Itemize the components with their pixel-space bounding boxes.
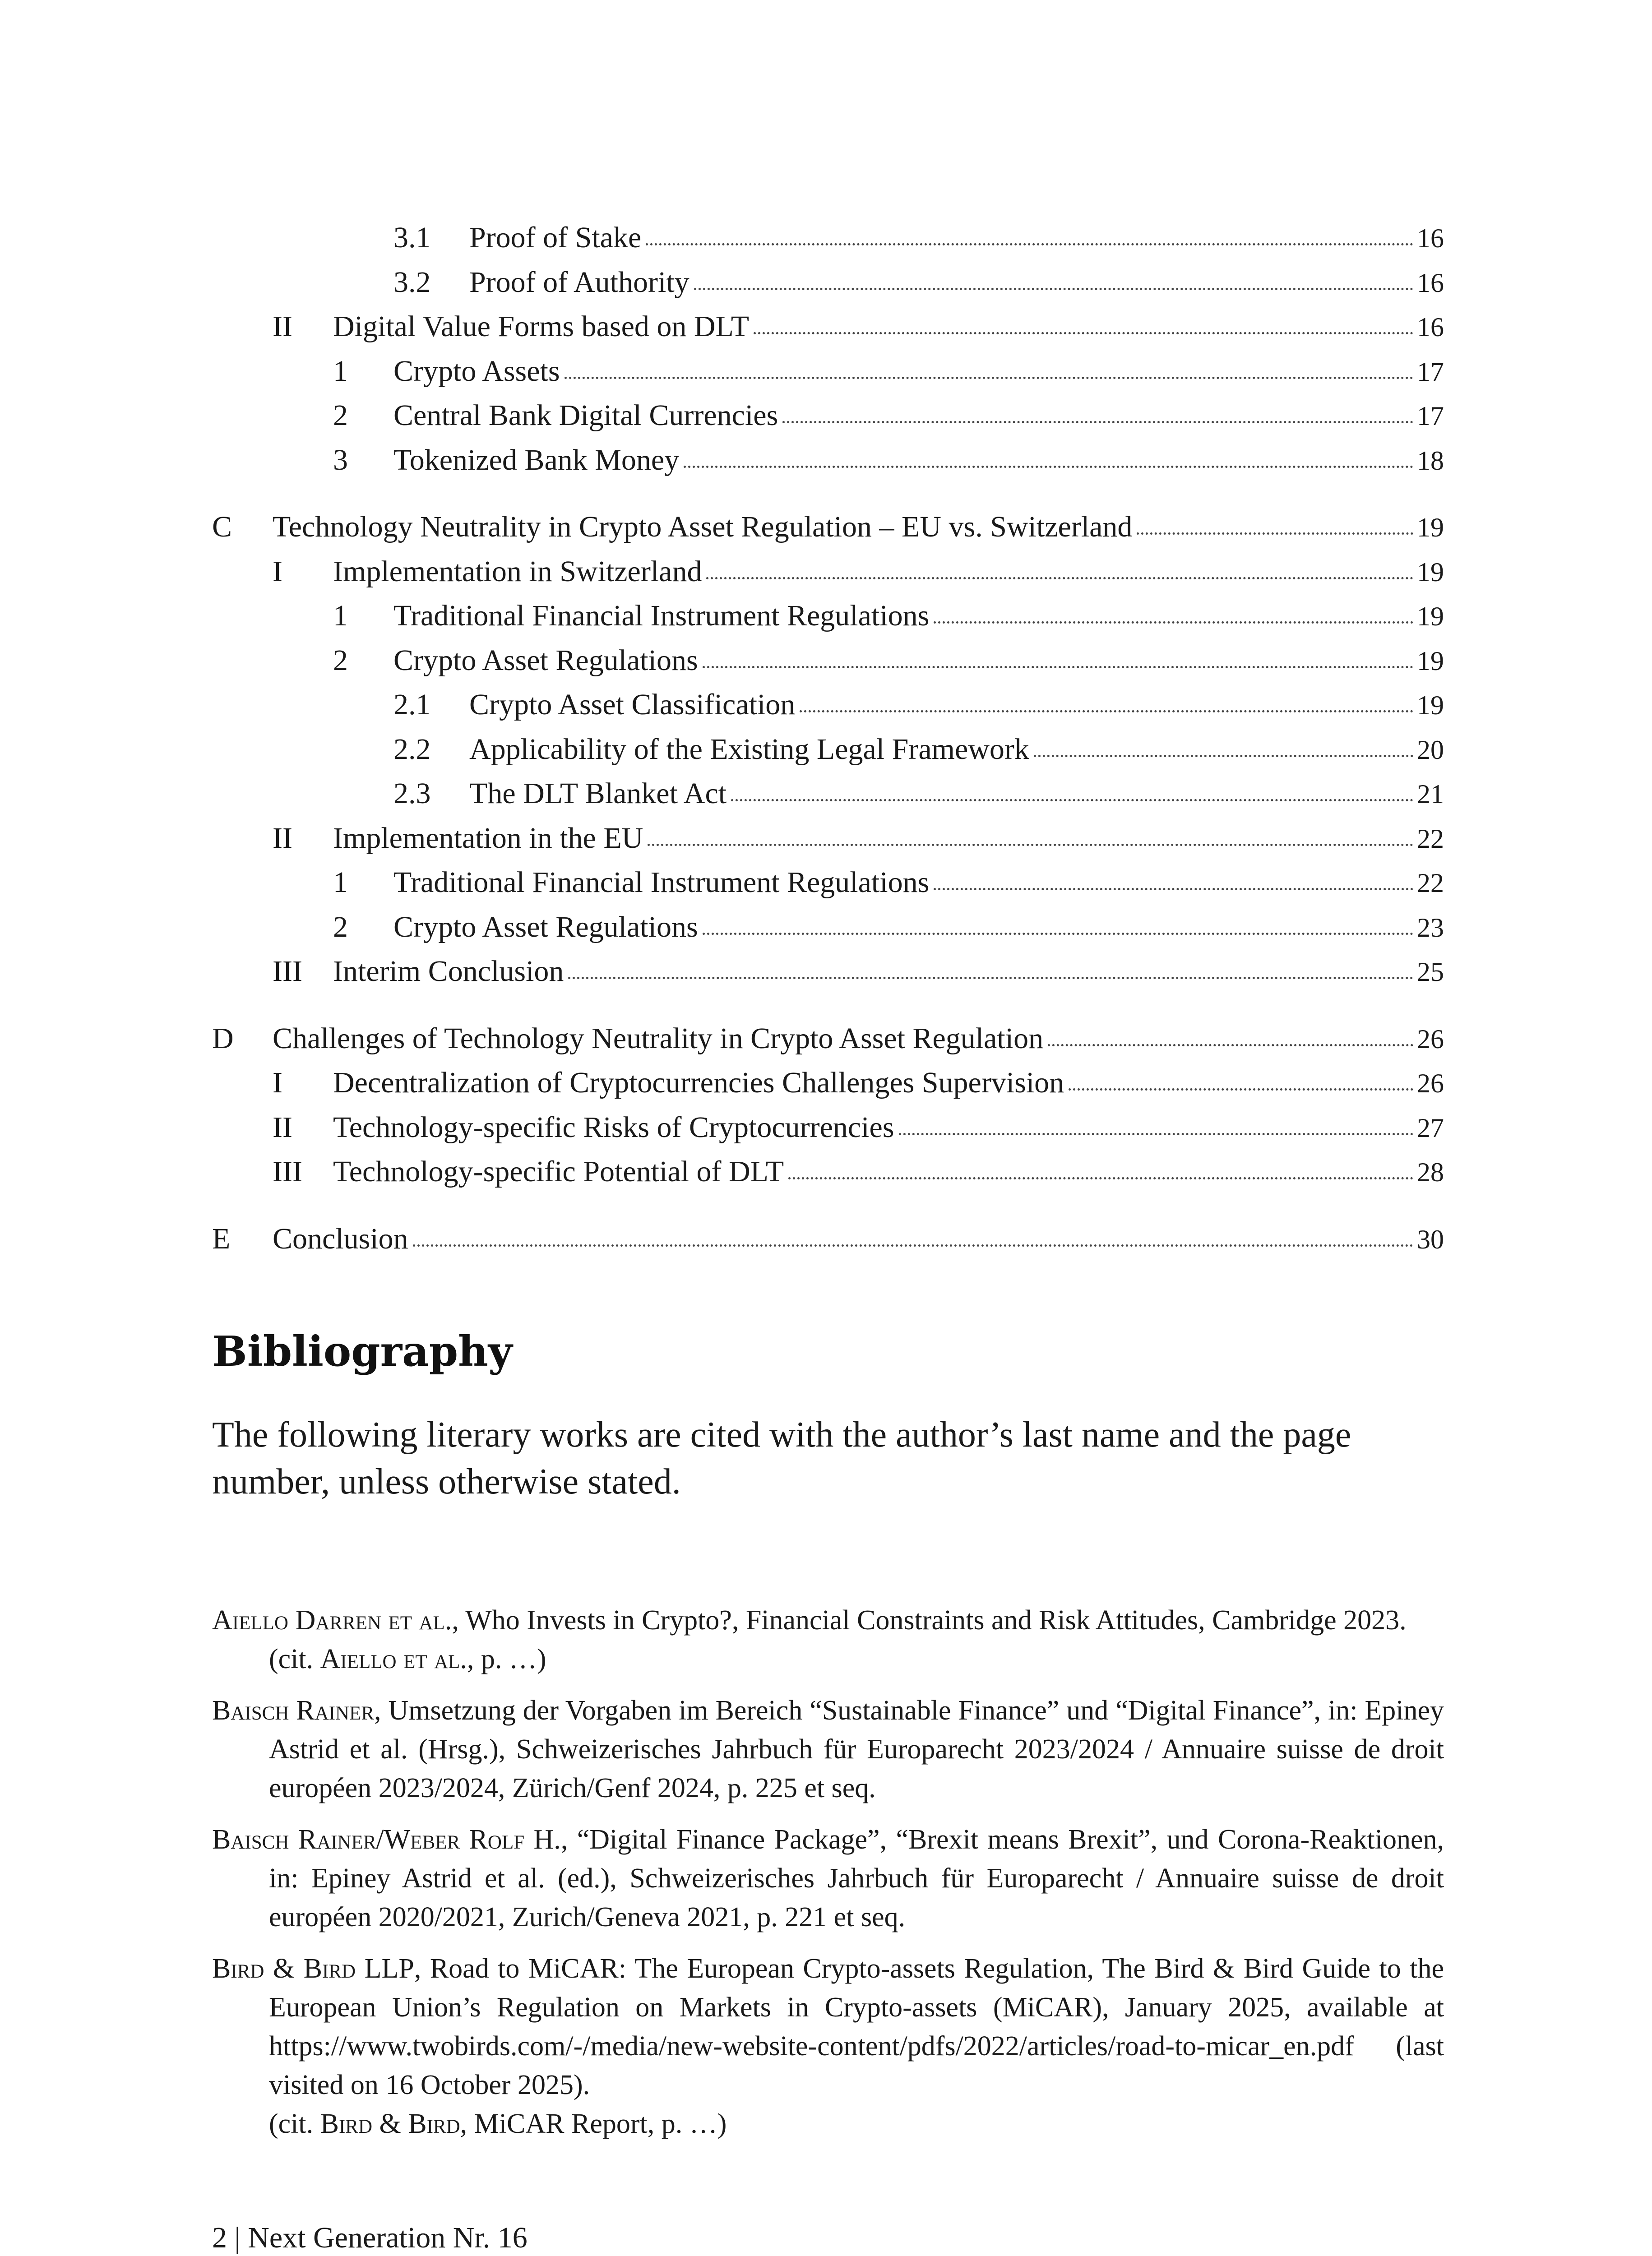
toc-entry — [212, 1061, 1444, 1105]
citation-author: Aiello et al. — [320, 1644, 467, 1674]
toc-entry-number: 1 — [333, 354, 348, 388]
toc-dot-leader — [1048, 1044, 1413, 1046]
toc-entry-number: C — [212, 510, 232, 543]
toc-entry-page: 30 — [1417, 1224, 1444, 1254]
toc-entry-title: Interim Conclusion — [333, 955, 564, 988]
bibliography-text: , Umsetzung der Vorgaben im Bereich “Sustainable Finance” und “Digital Finance”, in: Epiney Astrid et al. (Hrsg.), Schweizerisches Jahrbuch für Europarecht 2023/2024 / Annuaire suisse de droit européen 2023/2024, Zürich/Genf 2024, p. 225 et seq. — [269, 1695, 1444, 1803]
toc-entry-title: The DLT Blanket Act — [469, 777, 727, 810]
toc-entry-page: 26 — [1417, 1068, 1444, 1098]
toc-dot-leader — [934, 888, 1413, 890]
toc-entry-title: Digital Value Forms based on DLT — [333, 310, 750, 343]
toc-dot-leader — [788, 1177, 1413, 1179]
toc-dot-leader — [800, 710, 1413, 712]
toc-entry-page: 22 — [1417, 868, 1444, 898]
toc-dot-leader — [1137, 532, 1413, 535]
bibliography-citation-note — [269, 2104, 1444, 2143]
toc-entry-title: Technology Neutrality in Crypto Asset Regulation – EU vs. Switzerland — [273, 510, 1133, 543]
bibliography-entry — [212, 1691, 1444, 1808]
toc-entry-page: 19 — [1417, 646, 1444, 676]
toc-entry-title: Implementation in Switzerland — [333, 555, 702, 588]
toc-entry-number: 3.1 — [393, 221, 431, 254]
toc-entry — [212, 1105, 1444, 1150]
toc-dot-leader — [782, 421, 1413, 423]
toc-entry-title: Proof of Authority — [469, 265, 689, 299]
toc-entry-page: 16 — [1417, 268, 1444, 298]
toc-entry-title: Decentralization of Cryptocurrencies Challenges Supervision — [333, 1066, 1064, 1099]
toc-entry-page: 23 — [1417, 912, 1444, 943]
toc-entry-page: 19 — [1417, 513, 1444, 542]
toc-dot-leader — [568, 977, 1413, 979]
toc-entry — [212, 949, 1444, 994]
toc-entry — [212, 349, 1444, 394]
toc-entry-number: I — [273, 1066, 282, 1099]
toc-entry — [212, 260, 1444, 305]
bibliography-author: Baisch Rainer — [212, 1695, 375, 1726]
toc-dot-leader — [703, 666, 1413, 668]
bibliography-entry — [212, 1601, 1444, 1678]
bibliography-citation-note — [269, 1640, 1444, 1678]
toc-entry-number: 2 — [333, 399, 348, 432]
toc-entry-number: 3.2 — [393, 265, 431, 299]
toc-entry-number: 3 — [333, 443, 348, 476]
toc-entry-number: 2 — [333, 643, 348, 677]
citation-suffix: , MiCAR Report, p. …) — [460, 2108, 727, 2139]
toc-entry-number: 2.3 — [393, 777, 431, 810]
toc-entry — [212, 772, 1444, 816]
toc-entry-number: 2.1 — [393, 688, 431, 721]
toc-entry-number: I — [273, 555, 282, 588]
bibliography-author: Aiello Darren et al. — [212, 1605, 452, 1636]
toc-entry — [212, 305, 1444, 349]
toc-dot-leader — [754, 332, 1413, 334]
toc-entry — [212, 905, 1444, 950]
toc-dot-leader — [706, 577, 1413, 579]
toc-dot-leader — [1069, 1088, 1413, 1091]
toc-entry — [212, 393, 1444, 438]
toc-entry-title: Crypto Assets — [393, 354, 560, 388]
toc-entry-number: 1 — [333, 599, 348, 632]
toc-entry-number: E — [212, 1222, 231, 1255]
toc-entry-number: II — [273, 821, 292, 855]
bibliography-text: , Road to MiCAR: The European Crypto-assets Regulation, The Bird & Bird Guide to the European Union’s Regulation on Markets in Crypto-assets (MiCAR), January 2025, available at https://www.twobirds.com/-/media/new-website-content/pdfs/2022/articles/road-to-micar_en.pdf (last visited on 16 October 2025). — [269, 1953, 1444, 2100]
toc-entry — [212, 438, 1444, 483]
bibliography-heading: Bibliography — [212, 1327, 513, 1376]
toc-entry-number: III — [273, 955, 302, 988]
toc-entry — [212, 816, 1444, 861]
toc-entry-title: Crypto Asset Classification — [469, 688, 796, 721]
toc-entry-page: 27 — [1417, 1113, 1444, 1143]
citation-author: Bird & Bird — [320, 2108, 460, 2139]
table-of-contents — [212, 216, 1444, 1261]
page-footer: 2 | Next Generation Nr. 16 — [212, 2221, 528, 2254]
toc-entry-page: 19 — [1417, 690, 1444, 720]
toc-entry-number: II — [273, 1110, 292, 1144]
toc-entry-title: Proof of Stake — [469, 221, 642, 254]
toc-entry-page: 21 — [1417, 779, 1444, 809]
toc-entry-number: 2.2 — [393, 732, 431, 766]
toc-entry-title: Traditional Financial Instrument Regulations — [393, 599, 930, 632]
toc-entry — [212, 1017, 1444, 1061]
toc-dot-leader — [646, 243, 1413, 245]
toc-entry-number: II — [273, 310, 292, 343]
toc-entry — [212, 1217, 1444, 1262]
bibliography-intro: The following literary works are cited with the author’s last name and the page number, unless otherwise stated. — [212, 1415, 1351, 1502]
toc-entry — [212, 860, 1444, 905]
toc-entry-title: Technology-specific Risks of Cryptocurrencies — [333, 1110, 894, 1144]
toc-entry-title: Crypto Asset Regulations — [393, 910, 698, 943]
toc-dot-leader — [648, 844, 1413, 846]
toc-entry-page: 17 — [1417, 356, 1444, 387]
bibliography-author: Baisch Rainer/Weber Rolf H. — [212, 1824, 561, 1855]
toc-entry-title: Applicability of the Existing Legal Framework — [469, 732, 1029, 766]
toc-entry — [212, 216, 1444, 260]
toc-entry-title: Tokenized Bank Money — [393, 443, 680, 476]
toc-entry-title: Crypto Asset Regulations — [393, 643, 698, 677]
toc-entry-number: III — [273, 1155, 302, 1188]
toc-dot-leader — [899, 1133, 1413, 1135]
toc-entry-page: 16 — [1417, 312, 1444, 342]
bibliography-list — [212, 1601, 1444, 2156]
bibliography-entry — [212, 1949, 1444, 2143]
toc-entry — [212, 683, 1444, 727]
toc-entry — [212, 727, 1444, 772]
toc-entry-page: 19 — [1417, 601, 1444, 631]
toc-entry — [212, 638, 1444, 683]
toc-entry-page: 16 — [1417, 223, 1444, 253]
toc-dot-leader — [694, 288, 1413, 290]
toc-dot-leader — [1034, 755, 1413, 757]
toc-entry-title: Implementation in the EU — [333, 821, 643, 855]
bibliography-entry — [212, 1820, 1444, 1937]
toc-dot-leader — [413, 1244, 1413, 1247]
toc-dot-leader — [684, 466, 1413, 468]
citation-suffix: , p. …) — [467, 1644, 546, 1674]
toc-entry-title: Challenges of Technology Neutrality in Crypto Asset Regulation — [273, 1022, 1044, 1055]
toc-dot-leader — [731, 799, 1413, 801]
toc-entry-title: Conclusion — [273, 1222, 408, 1255]
toc-dot-leader — [934, 621, 1413, 624]
toc-entry-number: D — [212, 1022, 234, 1055]
bibliography-text: , Who Invests in Crypto?, Financial Constraints and Risk Attitudes, Cambridge 2023. — [452, 1605, 1407, 1636]
toc-entry-page: 22 — [1417, 823, 1444, 854]
toc-entry-page: 28 — [1417, 1157, 1444, 1187]
toc-entry-page: 20 — [1417, 735, 1444, 765]
toc-entry-title: Technology-specific Potential of DLT — [333, 1155, 784, 1188]
citation-prefix: (cit. — [269, 1644, 320, 1674]
toc-entry-page: 25 — [1417, 957, 1444, 987]
toc-entry-number: 1 — [333, 866, 348, 899]
toc-entry-number: 2 — [333, 910, 348, 943]
toc-dot-leader — [565, 377, 1413, 379]
bibliography-author: Bird & Bird LLP — [212, 1953, 414, 1984]
toc-entry — [212, 505, 1444, 550]
toc-entry — [212, 1150, 1444, 1194]
citation-prefix: (cit. — [269, 2108, 320, 2139]
toc-dot-leader — [703, 933, 1413, 935]
toc-entry-page: 18 — [1417, 445, 1444, 476]
toc-entry-page: 19 — [1417, 557, 1444, 587]
bibliography-text: , “Digital Finance Package”, “Brexit means Brexit”, und Corona-Reaktionen, in: Epiney Astrid et al. (ed.), Schweizerisches Jahrbuch für Europarecht / Annuaire suisse de droit européen 2020/2021, Zurich/Geneva 2021, p. 221 et seq. — [269, 1824, 1444, 1932]
toc-entry-page: 26 — [1417, 1024, 1444, 1054]
toc-entry — [212, 550, 1444, 594]
toc-entry — [212, 594, 1444, 638]
toc-entry-title: Central Bank Digital Currencies — [393, 399, 778, 432]
toc-entry-page: 17 — [1417, 401, 1444, 431]
toc-entry-title: Traditional Financial Instrument Regulations — [393, 866, 930, 899]
